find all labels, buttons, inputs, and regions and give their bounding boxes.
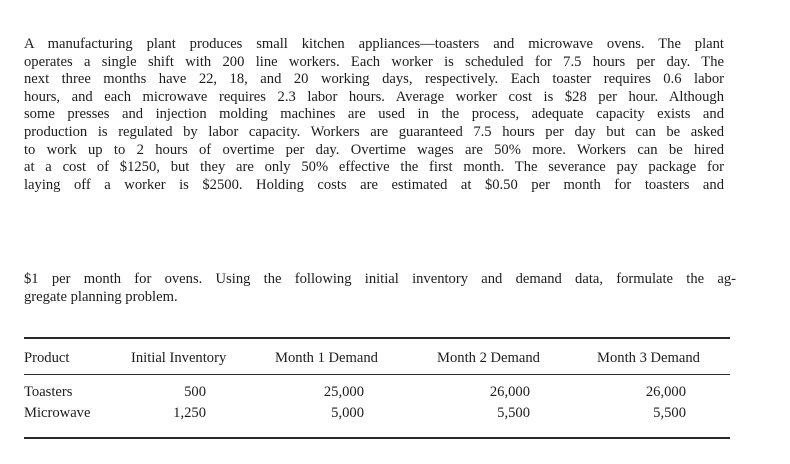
paragraph-line: some presses and injection molding machines are used in the process, adequate capacity exists and (24, 106, 724, 123)
paragraph-line: A manufacturing plant produces small kitchen appliances—toasters and microwave ovens. The plant (24, 36, 724, 52)
row-product: Toasters (24, 384, 73, 400)
paragraph-line: operates a single shift with 200 line workers. Each worker is scheduled for 7.5 hours per day. The (24, 53, 724, 70)
row-month3-demand: 26,000 (645, 384, 686, 400)
paragraph-line: laying off a worker is $2500. Holding costs are estimated at $0.50 per month for toasters and (24, 176, 724, 193)
row-initial-inventory: 500 (184, 384, 206, 400)
header-product: Product (24, 350, 70, 366)
row-month3-demand: 5,500 (653, 405, 686, 421)
table-top-rule (24, 337, 730, 339)
paragraph-line: hours, and each microwave requires 2.3 labor hours. Average worker cost is $28 per hour. Although (24, 88, 724, 105)
table-header-rule (24, 374, 730, 375)
paragraph-line: gregate planning problem. (24, 288, 178, 305)
header-month2-demand: Month 2 Demand (437, 350, 540, 366)
paragraph-line: next three months have 22, 18, and 20 working days, respectively. Each toaster requires 0.6 labor (24, 71, 724, 88)
header-month1-demand: Month 1 Demand (275, 350, 378, 366)
header-initial-inventory: Initial Inventory (131, 350, 227, 366)
header-month3-demand: Month 3 Demand (597, 350, 700, 366)
problem-paragraph-1 (24, 36, 724, 194)
paragraph-line: to work up to 2 hours of overtime per day. Overtime wages are 50% more. Workers can be hired (24, 141, 724, 158)
paragraph-line: production is regulated by labor capacity. Workers are guaranteed 7.5 hours per day but can be asked (24, 123, 724, 140)
paragraph-line: at a cost of $1250, but they are only 50% effective the first month. The severance pay package for (24, 159, 724, 176)
row-month2-demand: 5,500 (497, 405, 530, 421)
problem-paragraph-2 (24, 271, 736, 306)
paragraph-line: $1 per month for ovens. Using the following initial inventory and demand data, formulate the ag- (24, 271, 736, 287)
table-bottom-rule (24, 437, 730, 439)
row-initial-inventory: 1,250 (173, 405, 206, 421)
row-month1-demand: 25,000 (323, 384, 364, 400)
row-month2-demand: 26,000 (489, 384, 530, 400)
row-month1-demand: 5,000 (331, 405, 364, 421)
row-product: Microwave (24, 405, 91, 421)
